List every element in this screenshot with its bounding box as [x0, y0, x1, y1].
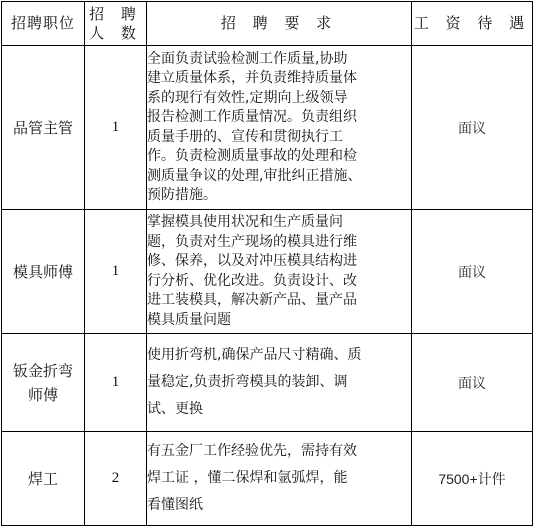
count-cell: 2: [85, 432, 147, 526]
recruitment-table: [1, 1, 533, 526]
requirement-line: 掌握模具使用状况和生产质量问: [147, 214, 343, 230]
requirements-cell: [147, 46, 412, 210]
requirement-line: 预防措施。: [147, 187, 217, 203]
position-line1: 钣金折弯: [12, 361, 73, 380]
table-row: [2, 46, 533, 210]
requirements-cell: [147, 432, 412, 526]
requirement-line: 全面负责试验检测工作质量,协助: [147, 50, 348, 67]
requirement-line: 作。负责检测质量事故的处理和检: [147, 148, 357, 164]
table-row: [2, 432, 533, 526]
requirement-line: 行分析、优化改进。负责设计、改: [147, 272, 357, 289]
position-cell: 焊工: [2, 432, 85, 526]
salary-cell: 面议: [412, 210, 533, 334]
count-cell: 1: [85, 334, 147, 432]
requirement-line: 焊工证 ，懂二保焊和氩弧焊，能: [147, 470, 348, 486]
count-cell: 1: [85, 46, 147, 210]
count-cell: 1: [85, 210, 147, 334]
header-position: 招聘职位: [2, 2, 85, 46]
requirement-line: 使用折弯机,确保产品尺寸精确、质: [147, 347, 362, 363]
requirement-line: 有五金厂工作经验优先，需持有效: [147, 443, 357, 459]
salary-cell: 7500+计件: [412, 432, 533, 526]
requirement-line: 量稳定,负责折弯模具的装卸、调: [147, 374, 348, 390]
requirement-line: 报告检测工作质量情况。负责组织: [147, 109, 357, 125]
table-row: [2, 334, 533, 432]
requirements-cell: [147, 210, 412, 334]
requirement-line: 测质量争议的处理,审批纠正措施、: [147, 167, 362, 184]
header-salary: 工 资 待 遇: [412, 2, 533, 46]
table-header-row: [2, 2, 533, 46]
header-count: [85, 2, 147, 46]
position-line2: 师傅: [27, 385, 58, 404]
requirement-line: 题，负责对生产现场的模具进行维: [147, 233, 357, 250]
requirement-line: 建立质量体系，并负责维持质量体: [147, 70, 357, 86]
requirement-line: 进工装模具，解决新产品、量产品: [147, 292, 357, 308]
header-requirements: 招 聘 要 求: [147, 2, 412, 46]
requirement-line: 试、更换: [147, 401, 203, 417]
position-cell: 模具师傅: [2, 210, 85, 334]
requirement-line: 修、保养，以及对冲压模具结构进: [147, 253, 357, 269]
requirement-line: 模具质量问题: [147, 311, 231, 328]
requirement-line: 质量手册的、宣传和贯彻执行工: [147, 128, 343, 145]
requirement-line: 看懂图纸: [147, 497, 203, 513]
header-count-line1: 招 聘: [89, 4, 142, 23]
salary-cell: 面议: [412, 46, 533, 210]
requirement-line: 系的现行有效性,定期向上级领导: [147, 89, 348, 106]
table-row: [2, 210, 533, 334]
position-cell: [2, 334, 85, 432]
position-cell: 品管主管: [2, 46, 85, 210]
header-count-line2: 人 数: [89, 23, 142, 42]
salary-cell: 面议: [412, 334, 533, 432]
requirements-cell: [147, 334, 412, 432]
